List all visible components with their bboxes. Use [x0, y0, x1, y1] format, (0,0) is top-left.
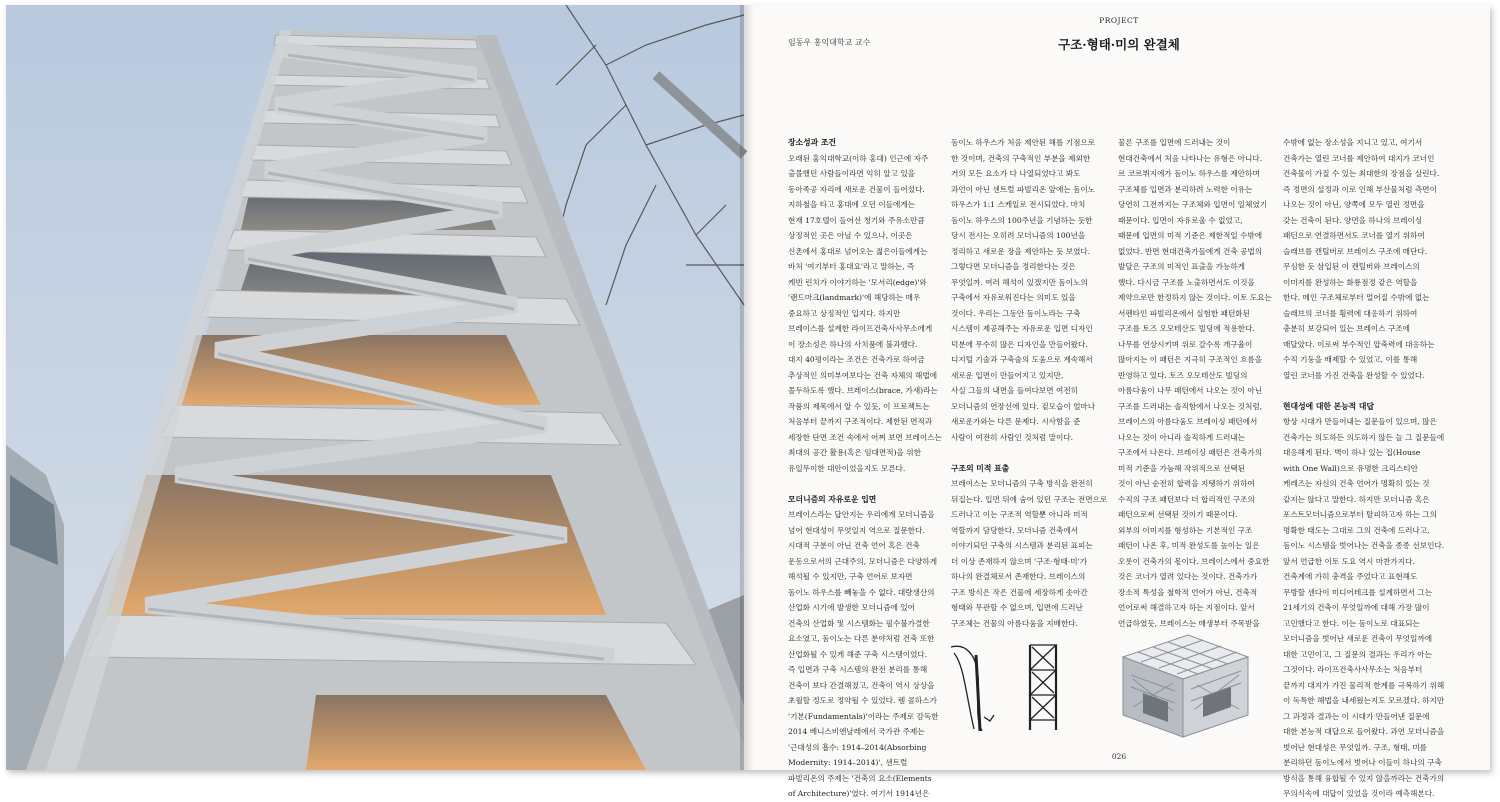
- body-text-line: 즉 정면의 설정과 이로 인해 부산물처럼 측면이: [1283, 184, 1437, 194]
- body-text-line: 산업화될 수 있게 해준 구축 시스템이었다.: [788, 649, 928, 659]
- body-text-line: 거의 모든 요소가 다 나열되었다고 봐도: [951, 169, 1081, 178]
- body-text-line: 현재 17호텔이 들어선 청기와 주유소만큼: [788, 215, 925, 225]
- text-column-1: [788, 135, 946, 802]
- body-text-line: 물론 구조를 입면에 드러내는 것이: [1118, 138, 1231, 147]
- body-text-line: 모더니즘을 벗어난 새로운 건축이 무엇일까에: [1283, 634, 1433, 643]
- body-text-line: 아름다움이 나무 패턴에서 나오는 것이 아닌: [1118, 386, 1263, 395]
- body-text-line: 끝까지 대지가 가진 물리적 한계를 극복하기 위해: [1283, 680, 1445, 690]
- body-text-line: 많아지는 이 패턴은 지극히 구조적인 흐름을: [1118, 355, 1263, 364]
- body-text-line: 그것이다. 라이프건축사사무소는 처음부터: [1283, 665, 1423, 674]
- body-text-line: 열린 코너를 가진 건축을 완성할 수 있었다.: [1283, 370, 1425, 380]
- body-text-line: 시스템이 제공해주는 자유로운 입면 디자인: [951, 324, 1093, 333]
- body-text-line: 세장한 단면 조건 속에서 어쩌 보면 브레이스는: [788, 432, 942, 442]
- magazine-spread: [6, 5, 1490, 798]
- body-text-line: Modernity: 1914–2014)', 센트럴: [788, 758, 908, 767]
- body-text-line: '랜드마크(landmark)'에 해당하는 매우: [788, 293, 921, 302]
- body-text-line: 케빈 린치가 이야기하는 '모서리(edge)'와: [788, 277, 927, 287]
- body-text-line: 시대적 구분이 아닌 건축 언어 혹은 건축: [788, 541, 920, 550]
- author-credit: 임동우 홍익대학교 교수: [788, 38, 871, 47]
- body-text-line: 당시 전시는 오히려 모더니즘의 100년을: [951, 231, 1086, 240]
- body-text-line: 앞서 언급한 이토 도요 역시 마찬가지다.: [1283, 556, 1415, 566]
- body-text-line: 그렇다면 모더니즘을 정리한다는 것은: [951, 262, 1076, 271]
- body-text-line: 넘어 현대성이 무엇일지 역으로 질문한다.: [788, 525, 925, 535]
- body-text-line: 매달았다. 이로써 부수적인 압축력에 대응하는: [1283, 339, 1435, 349]
- body-text-line: 패턴으로써 선택된 것이기 때문이다.: [1118, 510, 1238, 519]
- body-text-line: 미적 기준을 가늠해 작위적으로 선택된: [1118, 463, 1246, 473]
- body-text-line: 갖는 건축이 된다. 양면을 하나의 브레이싱: [1283, 215, 1423, 225]
- body-text-line: 나무를 연상시키며 위로 갈수록 개구율이: [1118, 339, 1253, 349]
- body-text-line: 제약으로만 한정하지 않는 것이다. 이토 도요는: [1118, 293, 1272, 302]
- section-heading: 현대성에 대한 본능적 대답: [1283, 401, 1374, 411]
- body-text-line: 이 장소성은 하나의 사치품에 불과했다.: [788, 339, 918, 349]
- body-text-line: 르 코르뷔지에가 돔이노 하우스를 제안하며: [1118, 169, 1260, 178]
- body-text-line: 새로운 입면이 만들어지고 있지만,: [951, 370, 1064, 380]
- body-text-line: 과언이 아닌 센트럴 파빌리온 앞에는 돔이노: [951, 184, 1096, 194]
- body-text-line: 하우스가 1:1 스케일로 전시되었다. 마치: [951, 200, 1086, 209]
- section-label: PROJECT: [1099, 16, 1139, 25]
- body-text-line: 반영하고 있다. 토즈 오모테산도 빌딩의: [1118, 370, 1248, 380]
- body-text-line: 브레이스라는 답안지는 우리에게 모더니즘을: [788, 510, 935, 519]
- body-text-line: 대한 본능적 대답으로 들어왔다. 과연 모더니즘을: [1283, 727, 1445, 736]
- body-text-line: 돔이노 하우스를 빼놓을 수 없다. 대량생산의: [788, 587, 935, 597]
- page-number: 026: [1111, 752, 1127, 761]
- body-text-line: 방식을 통해 융합될 수 있지 않을까라는 건축가의: [1283, 773, 1445, 783]
- body-text-line: 것은 코너가 열려 있다는 것이다. 건축가가: [1118, 572, 1258, 581]
- body-text-line: 나오는 것이 아닌, 양쪽에 모두 열린 정면을: [1283, 200, 1425, 209]
- body-text-line: 명확한 태도는 그대로 그의 건축에 드러나고,: [1283, 525, 1430, 535]
- body-text-line: 오래된 홍익대학교(이하 홍대) 인근에 자주: [788, 153, 929, 163]
- body-text-line: 건축계에 가히 충격을 주었다고 표현해도: [1283, 572, 1418, 581]
- text-page: [748, 5, 1490, 798]
- body-text-line: 산업화 시기에 발생한 모더니즘에 있어: [788, 603, 916, 612]
- body-text-line: 새로운가와는 다른 문제다. 시사함을 준: [951, 417, 1081, 426]
- body-text-line: 사람이 여전히 사람인 것처럼 말이다.: [951, 432, 1074, 442]
- body-text-line: 오롯이 건축가의 몫이다. 브레이스에서 중요한: [1118, 556, 1270, 566]
- body-text-line: 돔이노 하우스가 처음 제안된 해를 기점으로: [951, 138, 1096, 147]
- body-text-line: 모더니즘의 연장선에 있다. 겉모습이 얼마나: [951, 401, 1096, 411]
- body-text-line: 항상 시대가 만들어내는 질문들이 있으며, 많은: [1283, 417, 1437, 426]
- body-text-line: 더 이상 존재하지 않으며 '구조·형태·미'가: [951, 556, 1088, 566]
- body-text-line: 수직의 구조 패턴보다 더 합리적인 구조의: [1118, 494, 1255, 504]
- body-text-line: 분리하던 돔이노에서 벗어나 이들이 하나의 구축: [1283, 758, 1442, 767]
- paragraph-gap: [788, 476, 946, 492]
- body-text-line: 언급하였듯, 브레이스는 매생부터 주목받을: [1118, 618, 1260, 628]
- body-text-line: of Architecture)'였다. 여기서 1914년은: [788, 789, 930, 798]
- body-text-line: 상징적인 곳은 아닐 수 있으나, 이곳은: [788, 231, 913, 240]
- text-column-4: [1283, 135, 1445, 802]
- body-text-line: 구조 방식은 작은 건물에 세장하게 솟아간: [951, 587, 1088, 597]
- body-text-line: 구조체를 입면과 분리하려 노력한 이유는: [1118, 184, 1253, 194]
- body-text-line: 즉 입면과 구축 시스템의 완전 분리를 통해: [788, 665, 928, 674]
- body-text-line: 고민했다고 한다. 이는 돔이노로 대표되는: [1283, 618, 1420, 628]
- body-text-line: 2014 베니스비엔날레에서 국가관 주제는: [788, 727, 925, 736]
- body-text-line: 구조를 토즈 오모테산도 빌딩에 적용한다.: [1118, 324, 1255, 333]
- body-text-line: 건축가는 열린 코너를 제안하여 대지가 코너인: [1283, 153, 1435, 163]
- body-text-line: 건축의 산업화 및 시스템화는 필수불가결한: [788, 618, 930, 628]
- body-text-line: 처음부터 끝까지 구조적이다. 제한된 면적과: [788, 417, 933, 426]
- body-text-line: 패턴으로 연결하면서도 코너를 열기 위하여: [1283, 231, 1425, 240]
- body-text-line: 초월할 정도로 정약될 수 있었다. 렘 콜하스가: [788, 696, 937, 705]
- body-text-line: 이 독특한 해법을 내세웠는지도 모르겠다. 하지만: [1283, 696, 1445, 705]
- body-text-line: 장소적 특성을 철학적 언어가 아닌, 건축적: [1118, 587, 1258, 597]
- body-text-line: 하나의 완결체로서 존재한다. 브레이스의: [951, 572, 1086, 581]
- body-text-line: 신촌에서 홍대로 넘어오는 젊은이들에게는: [788, 246, 928, 256]
- body-text-line: 없었다. 반면 현대건축가들에게 건축 공법의: [1118, 246, 1263, 256]
- body-text-line: with One Wall)으로 유명한 크리스티안: [1283, 463, 1418, 473]
- body-text-line: 대지 40평이라는 조건은 건축가로 하여금: [788, 355, 925, 364]
- body-text-line: 때문에 입면의 미적 기준은 제한적일 수밖에: [1118, 231, 1263, 240]
- body-text-line: 드러나고 이는 구조적 역할뿐 아니라 미적: [951, 510, 1088, 519]
- building-facade-photo-icon: [6, 5, 744, 770]
- body-text-line: 한다. 메인 구조체로부터 멀어질 수밖에 없는: [1283, 293, 1430, 302]
- body-text-line: 추상적인 의미부여보다는 건축 자체의 해법에: [788, 370, 938, 380]
- body-text-line: 무의식속에 대답이 있었을 것이라 예측해본다.: [1283, 789, 1435, 798]
- body-text-line: 이야기되던 구축의 시스템과 분리된 표피는: [951, 541, 1093, 550]
- article-title: 구조·형태·미의 완결체: [1058, 37, 1180, 52]
- building-photo: [6, 5, 744, 770]
- body-text-line: 최대의 공간 활용(혹은 임대면적)을 위한: [788, 448, 921, 457]
- body-text-line: 뒤집는다. 입면 뒤에 숨어 있던 구조는 전면으로: [951, 494, 1108, 504]
- body-text-line: 구축에서 자유로워진다는 의미도 있을: [951, 293, 1076, 302]
- body-text-line: 발달은 구조의 미적인 표출을 가능하게: [1118, 262, 1246, 271]
- body-text-line: 브레이스를 설계한 라이프건축사사무소에게: [788, 324, 933, 333]
- structure-sketch-icon: [946, 635, 1076, 735]
- body-text-line: 했다. 다시금 구조를 노출하면서도 이것을: [1118, 277, 1255, 287]
- body-text-line: 바처 '여기부터 홍대요'라고 말하는, 즉: [788, 262, 915, 271]
- body-text-line: 수직 기둥을 배제할 수 있었고, 이를 통해: [1283, 355, 1418, 364]
- body-text-line: 사실 그들의 내면을 들여다보면 여전히: [951, 386, 1079, 395]
- body-text-line: 같지는 않다고 말한다. 하지만 모더니즘 혹은: [1283, 494, 1430, 504]
- body-text-line: 것이 아닌 순전히 합력을 지탱하기 위하여: [1118, 479, 1255, 488]
- body-text-line: 건축물이 가질 수 있는 최대한의 장점을 살린다.: [1283, 169, 1440, 178]
- text-column-3: [1118, 135, 1276, 631]
- body-text-line: 돔이노 시스템을 벗어나는 건축을 종종 선보인다.: [1283, 541, 1445, 550]
- body-text-line: 몰두하도록 했다. 브레이스(brace, 가새)라는: [788, 386, 938, 395]
- body-text-line: 돔이노 하우스의 100주년을 기념하는 듯한: [951, 215, 1093, 225]
- body-text-line: 한 것이며, 건축의 구축적인 부분을 제외한: [951, 153, 1091, 163]
- body-text-line: 덕분에 무수히 많은 디자인을 만들어왔다.: [951, 339, 1088, 349]
- body-text-line: 현대건축에서 처음 나타나는 유형은 아니다.: [1118, 153, 1263, 163]
- body-text-line: 역할까지 담당한다. 모더니즘 건축에서: [951, 525, 1079, 535]
- body-text-line: 포스트모더니즘으로부터 탈피하고자 하는 그의: [1283, 510, 1437, 519]
- body-text-line: 디지털 기술과 구축술의 도움으로 계속해서: [951, 355, 1093, 364]
- paragraph-gap: [951, 445, 1109, 461]
- body-text-line: 그 과정과 결과는 이 시대가 만들어낸 질문에: [1283, 711, 1430, 721]
- body-text-line: 구조에서 나온다. 브레이싱 패턴은 건축가의: [1118, 448, 1263, 457]
- architectural-model-icon: [1113, 627, 1253, 739]
- body-text-line: 나오는 것이 아니라 솔직하게 드러내는: [1118, 432, 1246, 442]
- body-text-line: 작품의 제목에서 알 수 있듯, 이 프로젝트는: [788, 401, 930, 411]
- body-text-line: 서펜타인 파빌리온에서 실험한 패턴화된: [1118, 308, 1250, 318]
- body-text-line: 건축이 보다 간결해졌고, 건축이 역시 상상을: [788, 680, 935, 690]
- body-text-line: 구조체는 건물의 아름다움을 지배한다.: [951, 618, 1079, 628]
- body-text-line: 지하철을 타고 홍대에 오던 이들에게는: [788, 200, 916, 209]
- text-column-2: [951, 135, 1109, 631]
- body-text-line: 구조를 드러내는 솔직함에서 나오는 것처럼,: [1118, 401, 1263, 411]
- section-heading: 장소성과 조건: [788, 138, 836, 147]
- body-text-line: 충분히 보강되어 있는 브레이스 구조에: [1283, 324, 1411, 333]
- body-text-line: 패턴이 나온 후, 미적 완성도를 높이는 일은: [1118, 541, 1260, 550]
- body-text-line: 것이다. 우리는 그동안 돔이노라는 구축: [951, 308, 1081, 318]
- body-text-line: 당연히 그전까지는 구조체와 입면이 일체였기: [1118, 200, 1268, 209]
- body-text-line: 케레즈는 자신의 건축 언어가 명확히 있는 것: [1283, 479, 1430, 488]
- paragraph-gap: [1283, 383, 1441, 399]
- body-text-line: 무방할 센다이 미디어테크를 설계하면서 그는: [1283, 587, 1433, 597]
- body-text-line: 운동으로서의 근대주의, 모더니즘은 다양하게: [788, 556, 938, 566]
- body-text-line: 동아족공 자리에 새로운 건물이 들어섰다.: [788, 184, 925, 194]
- body-text-line: 외부의 이미지를 형성하는 기본적인 구조: [1118, 525, 1253, 535]
- body-text-line: 브레이스는 모더니즘의 구축 방식을 완전히: [951, 479, 1093, 488]
- body-text-line: 브레이스의 아름다움도 브레이싱 패턴에서: [1118, 417, 1258, 426]
- body-text-line: 해석될 수 있지만, 구축 언어로 보자면: [788, 572, 913, 581]
- body-text-line: 수밖에 없는 장소성을 지니고 있고, 여기서: [1283, 138, 1423, 147]
- body-text-line: 때문이다. 입면이 자유로울 수 없었고,: [1118, 215, 1243, 225]
- body-text-line: 유일무이한 대안이었을지도 모른다.: [788, 463, 906, 473]
- body-text-line: 슬래브를 캔틸버로 브레이스 구조에 매단다.: [1283, 246, 1428, 256]
- section-heading: 구조의 미적 표출: [951, 463, 1010, 473]
- body-text-line: 벗어난 현대성은 무엇일까. 구조, 형태, 미를: [1283, 742, 1428, 752]
- body-text-line: 요소였고, 돔이노는 다른 분야처럼 건축 또한: [788, 634, 935, 643]
- body-text-line: 21세기의 건축이 무엇일까에 대해 가장 많이: [1283, 603, 1430, 612]
- body-text-line: 파빌리온의 주제는 '건축의 요소(Elements: [788, 773, 932, 783]
- body-text-line: 중요하고 상징적인 입지다. 하지만: [788, 308, 901, 318]
- body-text-line: 대응해게 된다. 벽이 하나 있는 집(House: [1283, 448, 1421, 457]
- body-text-line: 이미지를 완성하는 화룡점정 같은 역할을: [1283, 277, 1418, 287]
- body-text-line: 슬래브의 코너를 횡력에 대응하기 위하여: [1283, 308, 1418, 318]
- body-text-line: 정리하고 새로운 장을 제안하는 듯 보였다.: [951, 246, 1091, 256]
- body-text-line: 언어로써 해결하고자 하는 지점이다. 앞서: [1118, 603, 1255, 612]
- body-text-line: 무엇일까. 여러 해석이 있겠지만 돔이노의: [951, 277, 1088, 287]
- body-text-line: 무심한 듯 삼입된 이 캔틸버와 브레이스의: [1283, 262, 1420, 271]
- body-text-line: 건축가는 의도하든 의도하지 않든 늘 그 질문들에: [1283, 432, 1445, 442]
- body-text-line: 출몰했던 사람들이라면 익히 알고 있을: [788, 169, 916, 178]
- body-text-line: 형태와 무관할 수 없으며, 입면에 드러난: [951, 603, 1083, 612]
- body-text-line: '기본(Fundamentals)'이라는 주제로 감독한: [788, 711, 939, 721]
- body-text-line: 대한 고민이고, 그 질문의 결과는 우리가 아는: [1283, 649, 1432, 659]
- body-text-line: '근대성의 흡수: 1914–2014(Absorbing: [788, 742, 927, 752]
- section-heading: 모더니즘의 자유로운 입면: [788, 494, 877, 504]
